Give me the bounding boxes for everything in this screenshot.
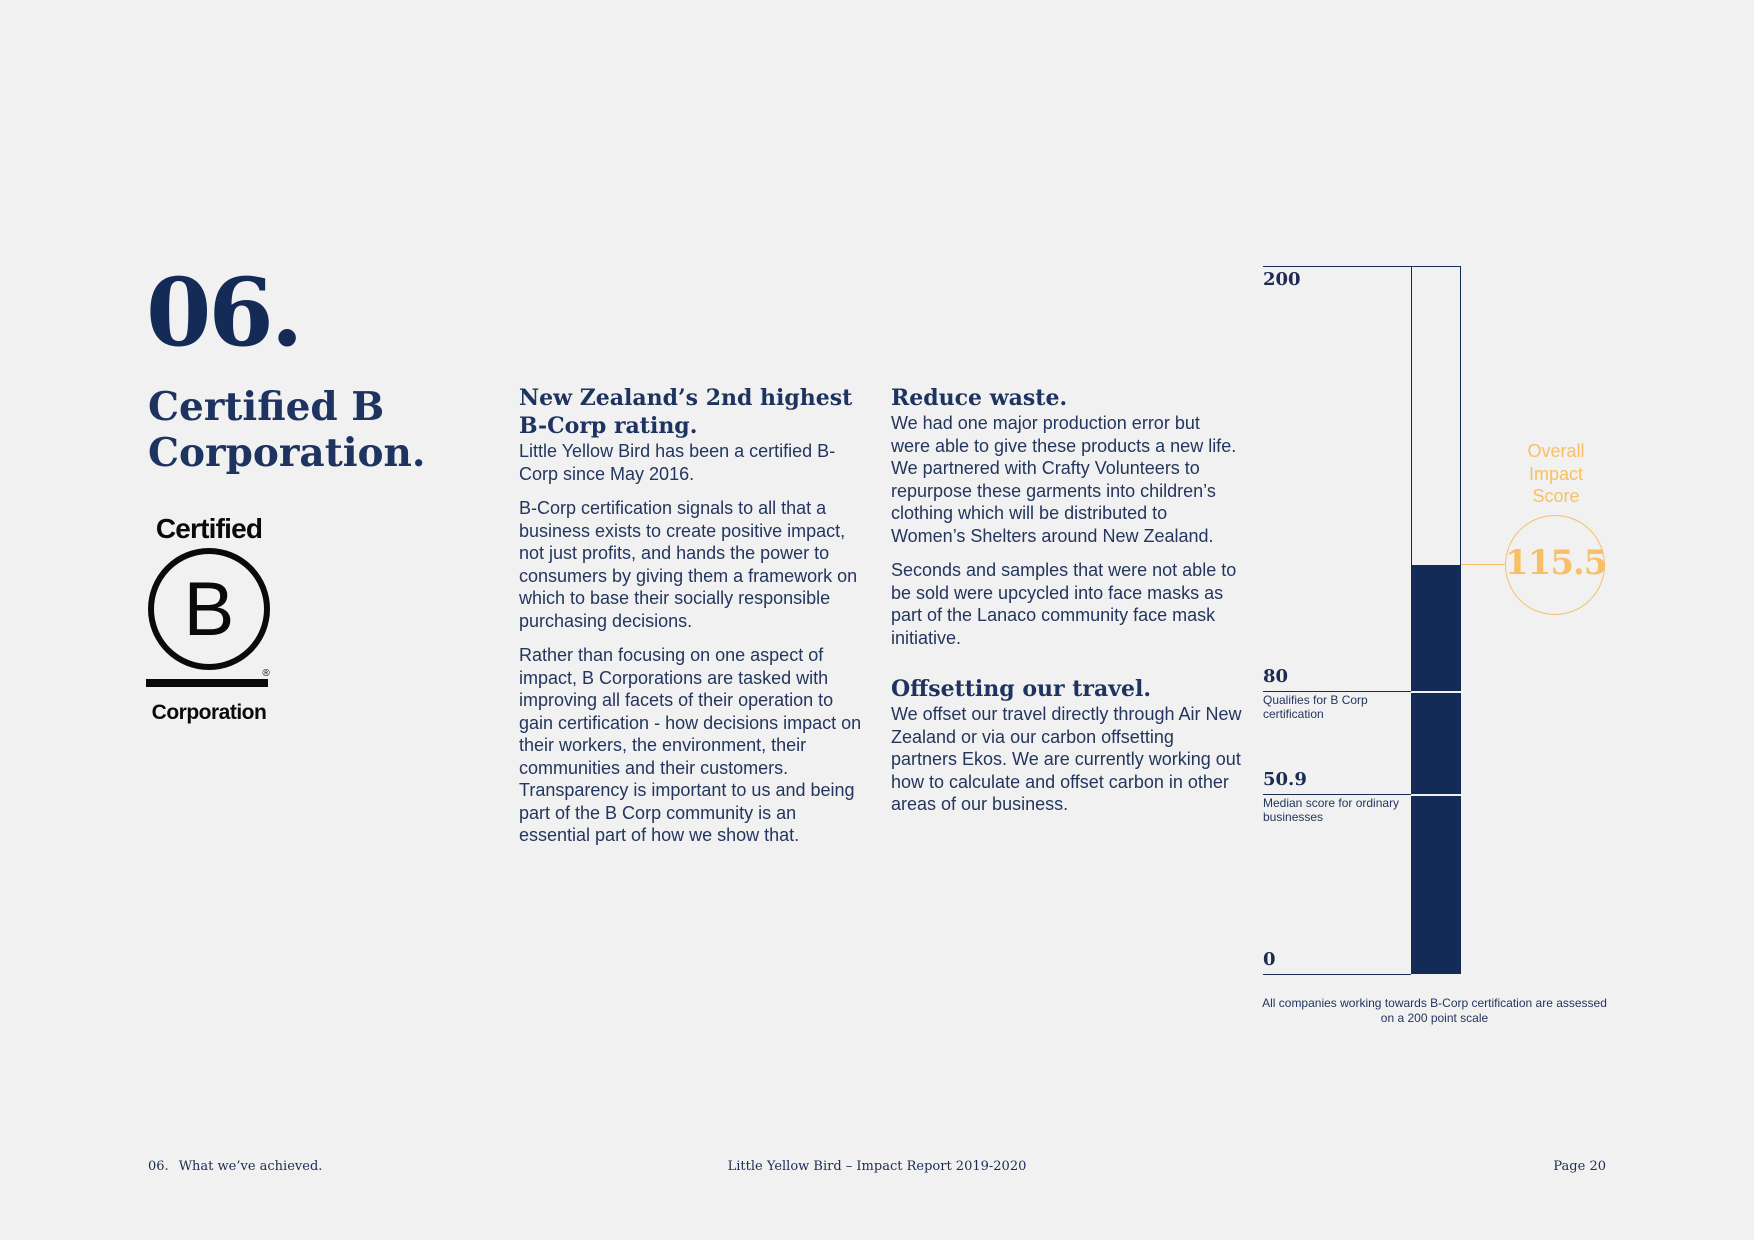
logo-letter: B	[183, 567, 235, 652]
rule-50-9	[1263, 794, 1411, 795]
rule-50-9-on-bar	[1411, 794, 1461, 796]
registered-mark: ®	[262, 668, 270, 679]
column1-paragraph-1: Little Yellow Bird has been a certified B-Corp since May 2016.	[519, 441, 836, 484]
score-caption-line-1: Overall	[1527, 441, 1585, 462]
rule-0	[1263, 974, 1411, 975]
column-waste-travel	[891, 384, 1243, 828]
tick-label-50-9: 50.9	[1263, 768, 1307, 790]
column-b-corp-rating	[519, 384, 867, 859]
tick-label-80: 80	[1263, 665, 1289, 687]
bcorp-logo	[146, 514, 272, 726]
offsetting-travel-paragraph: We offset our travel directly through Air New Zealand or via our carbon offsetting partners Ekos. We are currently working out how to calculate and offset carbon in other areas of our business.	[891, 704, 1242, 814]
reduce-waste-paragraph-2: Seconds and samples that were not able to be sold were upcycled into face masks as part of the Lanaco community face mask initiative.	[891, 560, 1237, 648]
score-bar	[1411, 565, 1461, 974]
tick-80	[1263, 667, 1403, 722]
section-number: 06.	[146, 258, 301, 368]
score-connector-line	[1461, 564, 1505, 565]
reduce-waste-heading: Reduce waste.	[891, 385, 1068, 411]
footer-report-title: Little Yellow Bird – Impact Report 2019-2020	[727, 1159, 1027, 1174]
section-title	[148, 384, 468, 476]
section-title-line-2: Corporation.	[148, 430, 426, 476]
tick-label-200: 200	[1263, 269, 1301, 290]
score-caption-line-3: Score	[1532, 486, 1580, 507]
tick-0	[1263, 950, 1276, 970]
score-caption-line-2: Impact	[1528, 463, 1584, 484]
footer-section-number: 06.	[148, 1159, 169, 1174]
score-value: 115.5	[1505, 543, 1607, 584]
tick-50-9	[1263, 770, 1403, 825]
column1-paragraph-2: B-Corp certification signals to all that a business exists to create positive impact, not just profits, and hands the power to consumers by giving them a framework on which to base their socially responsible purchasing decisions.	[519, 498, 858, 631]
logo-bottom-text: Corporation	[151, 701, 267, 724]
column1-paragraph-3: Rather than focusing on one aspect of impact, B Corporations are tasked with improving all facets of their operation to gain certification - how decisions impact on their workers, the environment, their communities and their customers. Transparency is important to us and being part of the B Corp community is an essential part of how we show that.	[519, 645, 862, 845]
bcorp-logo-mark	[146, 547, 272, 697]
column1-heading: New Zealand’s 2nd highest B-Corp rating.	[519, 385, 853, 439]
footer-page-number: Page 20	[1553, 1159, 1606, 1174]
rule-80-on-bar	[1411, 691, 1461, 693]
rule-200	[1263, 266, 1461, 267]
offsetting-travel-heading: Offsetting our travel.	[891, 676, 1152, 702]
tick-caption-80: Qualifies for B Corp certification	[1263, 692, 1368, 722]
rule-80	[1263, 691, 1411, 692]
scale-note: All companies working towards B-Corp certification are assessed on a 200 point scale	[1262, 996, 1607, 1025]
tick-caption-50-9: Median score for ordinary businesses	[1263, 795, 1400, 825]
reduce-waste-paragraph-1: We had one major production error but were able to give these products a new life. We partnered with Crafty Volunteers to repurpose these garments into children’s clothing which will be distributed to Women’s Shelters around New Zealand.	[891, 413, 1237, 546]
tick-200	[1263, 270, 1301, 290]
logo-top-text: Certified	[155, 513, 263, 544]
footer-section-label: What we’ve achieved.	[178, 1159, 323, 1174]
tick-label-0: 0	[1263, 949, 1276, 970]
score-caption	[1490, 440, 1622, 508]
section-title-line-1: Certified B	[148, 384, 385, 430]
